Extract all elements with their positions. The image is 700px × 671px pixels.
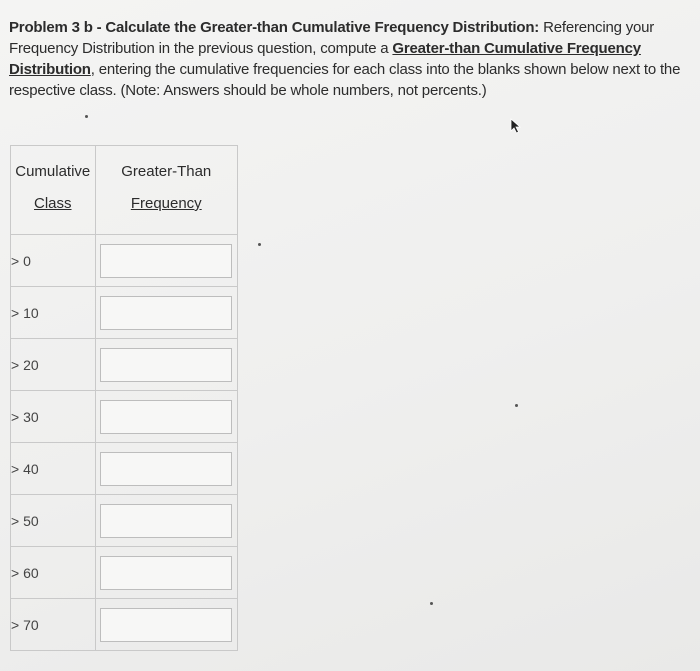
screen-speck	[515, 404, 518, 407]
greater-than-cfd-term: Greater-than Cumulative Frequency Distribution	[9, 40, 641, 78]
frequency-input-gt-70[interactable]	[100, 608, 232, 642]
screen-speck	[85, 115, 88, 118]
mouse-pointer-icon	[510, 118, 524, 134]
class-label: > 60	[11, 547, 96, 599]
table-row	[11, 339, 238, 391]
header-greater-than-frequency	[95, 146, 237, 235]
table-header-row	[11, 146, 238, 235]
problem-text-part2: , entering the cumulative frequencies for each class into the blanks shown below next to the respective class. (Note: Answers should be whole numbers, not percents.)	[9, 61, 681, 99]
problem-text-part1: Referencing your Frequency Distribution in the previous question, compute a	[9, 19, 655, 57]
frequency-input-gt-30[interactable]	[100, 400, 232, 434]
table-row	[11, 391, 238, 443]
screen-speck	[430, 602, 433, 605]
header-cumulative-class	[11, 146, 96, 235]
frequency-input-gt-60[interactable]	[100, 556, 232, 590]
table-row	[11, 287, 238, 339]
header-freq-line1: Greater-Than	[121, 163, 212, 180]
cumulative-frequency-table	[10, 145, 238, 651]
class-label: > 70	[11, 599, 96, 651]
class-label: > 0	[11, 235, 96, 287]
class-label: > 30	[11, 391, 96, 443]
class-label: > 10	[11, 287, 96, 339]
screen-speck	[258, 243, 261, 246]
problem-statement	[9, 17, 689, 101]
header-class-line2: Class	[34, 195, 72, 212]
header-freq-line2: Frequency	[130, 195, 202, 212]
frequency-input-gt-10[interactable]	[100, 296, 232, 330]
table-row	[11, 599, 238, 651]
table-row	[11, 547, 238, 599]
header-class-line1: Cumulative	[15, 163, 91, 180]
frequency-input-gt-20[interactable]	[100, 348, 232, 382]
frequency-input-gt-40[interactable]	[100, 452, 232, 486]
class-label: > 40	[11, 443, 96, 495]
class-label: > 20	[11, 339, 96, 391]
table-row	[11, 235, 238, 287]
problem-label: Problem 3 b - Calculate the Greater-than Cumulative Frequency Distribution:	[9, 19, 540, 36]
class-label: > 50	[11, 495, 96, 547]
frequency-input-gt-50[interactable]	[100, 504, 232, 538]
frequency-input-gt-0[interactable]	[100, 244, 232, 278]
table-row	[11, 495, 238, 547]
table-row	[11, 443, 238, 495]
